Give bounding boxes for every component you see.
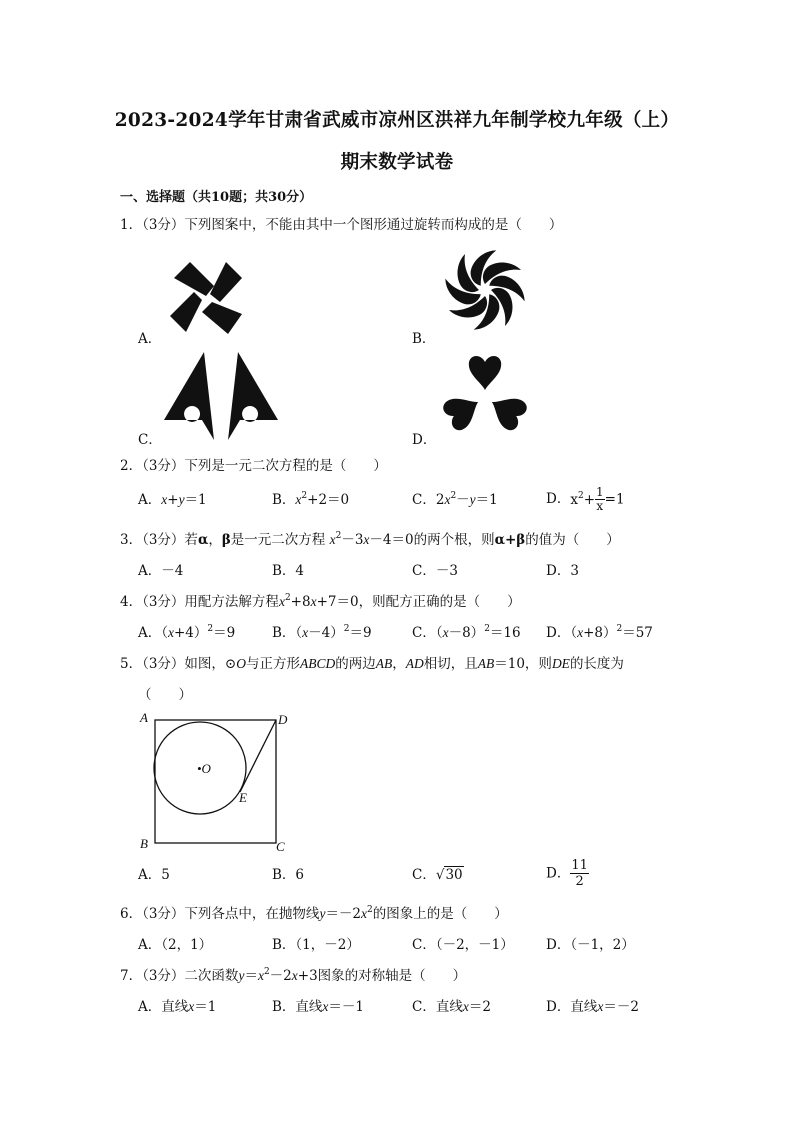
label-e: E — [239, 790, 247, 805]
q6-option-d: D．（－1，2） — [546, 937, 635, 953]
q6-option-b: B．（1，－2） — [272, 937, 360, 953]
q1-option-c-label: C． — [138, 432, 162, 448]
q5-option-b: B．6 — [272, 867, 305, 883]
q7-option-a: A．直线x＝1 — [138, 999, 217, 1015]
q3-option-d: D．3 — [546, 563, 579, 579]
page-title: 2023-2024学年甘肃省武威市凉州区洪祥九年制学校九年级（上） — [114, 110, 680, 131]
q2-option-a: A．x+y＝1 — [138, 492, 207, 508]
q6-option-c: C．（－2，－1） — [412, 937, 514, 953]
q3-option-b: B．4 — [272, 563, 305, 579]
label-d: D — [278, 712, 288, 727]
q2-option-b: B．$x^2+2=0$ — [272, 491, 350, 508]
q1-option-b-label: B． — [412, 331, 436, 347]
q4-option-a: A．$(x+4)^2=9$ — [138, 624, 236, 641]
figure-triangles — [162, 350, 280, 440]
q3-option-c: C．－3 — [412, 563, 458, 579]
page-subtitle: 期末数学试卷 — [340, 152, 454, 173]
q4-option-d: D．$(x+8)^2=57$ — [546, 624, 653, 641]
figure-square-circle — [136, 710, 296, 860]
q5-option-a: A．5 — [138, 867, 170, 883]
figure-pinwheel — [162, 256, 252, 340]
question-6-stem: 6．（3分）下列各点中，在抛物线$y=-2x^2$的图象上的是（ ） — [120, 905, 508, 922]
figure-swirl — [436, 244, 534, 336]
q1-option-d-label: D． — [412, 432, 437, 448]
q1-option-a-label: A． — [138, 331, 162, 347]
label-c: C — [276, 839, 285, 854]
q3-option-a: A．－4 — [138, 563, 184, 579]
q6-option-a: A．（2，1） — [138, 937, 213, 953]
q4-option-c: C．$(x-8)^2=16$ — [412, 624, 521, 641]
q7-option-c: C．直线x＝2 — [412, 999, 491, 1015]
question-7-stem: 7．（3分）二次函数$y=x^2-2x+3$图象的对称轴是（ ） — [120, 967, 467, 984]
question-5-stem: 5．（3分）如图，⊙O与正方形ABCD的两边AB，AD相切，且AB＝10，则DE的长度为 — [120, 656, 624, 672]
q4-option-b: B．$(x-4)^2=9$ — [272, 624, 372, 641]
label-b: B — [140, 836, 148, 851]
q5-option-d: D． $\frac{11}{2}$ — [546, 858, 588, 889]
question-3-stem: 3．（3分）若α，β是一元二次方程 $x^2-3x-4=0$的两个根，则α+β的值为（ ） — [120, 531, 620, 548]
figure-hearts — [436, 350, 534, 442]
question-5-paren: （ ） — [138, 687, 192, 703]
label-o: •O — [197, 761, 211, 776]
label-a: A — [140, 710, 148, 725]
q2-option-c: C．$2x^2-y=1$ — [412, 491, 498, 508]
q5-option-c: C．√30 — [412, 867, 463, 883]
q7-option-d: D．直线x＝－2 — [546, 999, 639, 1015]
q7-option-b: B．直线x＝－1 — [272, 999, 365, 1015]
question-4-stem: 4．（3分）用配方法解方程$x^2+8x+7=0$，则配方正确的是（ ） — [120, 593, 521, 610]
question-2-stem: 2．（3分）下列是一元二次方程的是（ ） — [120, 458, 387, 474]
q2-option-d: D．$x^2+$ $\frac{1}{x}$ =1 — [546, 485, 625, 513]
section-heading: 一、选择题（共10题；共30分） — [120, 190, 313, 205]
question-1-stem: 1．（3分）下列图案中，不能由其中一个图形通过旋转而构成的是（ ） — [120, 217, 563, 233]
